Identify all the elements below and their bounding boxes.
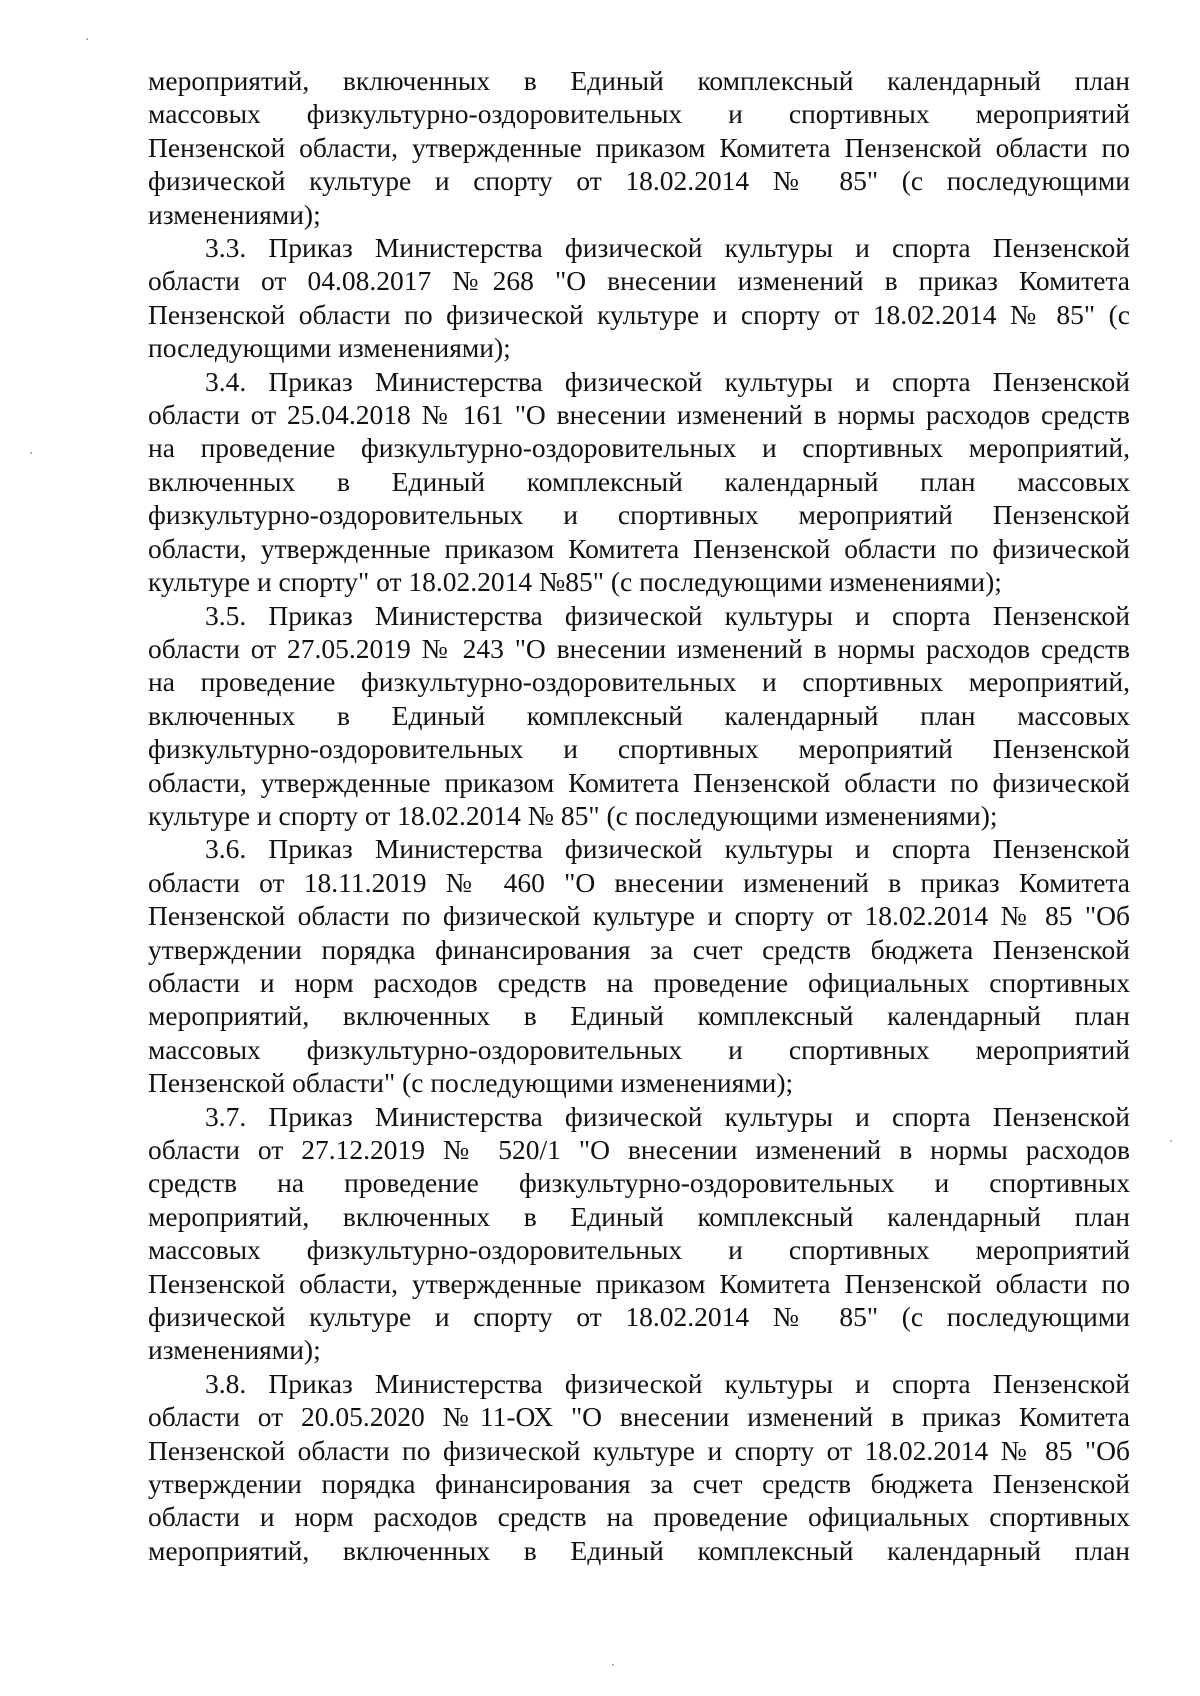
text-line: 3.4. Приказ Министерства физической культуры и спорта Пензенской — [205, 365, 1130, 397]
text-line: Пензенской области, утвержденные приказом Комитета Пензенской области по — [148, 1267, 1130, 1299]
text-line: Пензенской области" (с последующими изменениями); — [148, 1067, 794, 1099]
text-line: массовых физкультурно-оздоровительных и спортивных мероприятий — [148, 1033, 1130, 1065]
text-line: Пензенской области по физической культуре и спорту от 18.02.2014 № 85 "Об — [148, 900, 1130, 932]
text-line: области от 27.05.2019 № 243 "О внесении изменений в нормы расходов средств — [148, 632, 1130, 664]
text-line: области и норм расходов средств на проведение официальных спортивных — [148, 966, 1130, 998]
text-line: 3.6. Приказ Министерства физической культуры и спорта Пензенской — [205, 833, 1130, 865]
text-line: массовых физкультурно-оздоровительных и спортивных мероприятий — [148, 98, 1130, 130]
text-line: на проведение физкультурно-оздоровительных и спортивных мероприятий, — [148, 432, 1130, 464]
text-line: физкультурно-оздоровительных и спортивных мероприятий Пензенской — [148, 499, 1130, 531]
text-line: на проведение физкультурно-оздоровительных и спортивных мероприятий, — [148, 666, 1130, 698]
scan-speck — [30, 452, 32, 454]
text-line: последующими изменениями); — [148, 332, 511, 364]
text-line: включенных в Единый комплексный календарный план массовых — [148, 699, 1130, 731]
paragraph-3-7 — [148, 1100, 1130, 1367]
text-line: области от 20.05.2020 №11-ОХ "О внесении изменений в приказ Комитета — [148, 1401, 1130, 1433]
text-line: утверждении порядка финансирования за счет средств бюджета Пензенской — [148, 1468, 1130, 1500]
text-line: культуре и спорту от 18.02.2014 № 85" (с последующими изменениями); — [148, 799, 998, 831]
scan-speck — [86, 38, 88, 40]
paragraph-3-6 — [148, 832, 1130, 1099]
text-line: 3.7. Приказ Министерства физической культуры и спорта Пензенской — [205, 1100, 1130, 1132]
text-line: мероприятий, включенных в Единый комплексный календарный план — [148, 65, 1130, 96]
text-line: области, утвержденные приказом Комитета Пензенской области по физической — [148, 532, 1130, 564]
text-line: мероприятий, включенных в Единый комплексный календарный план — [148, 1000, 1130, 1032]
document-body — [148, 64, 1130, 1567]
text-line: физической культуре и спорту от 18.02.2014 № 85" (с последующими — [148, 165, 1130, 197]
text-line: области от 25.04.2018 № 161 "О внесении изменений в нормы расходов средств — [148, 399, 1130, 431]
text-line: 3.3. Приказ Министерства физической культуры и спорта Пензенской — [205, 232, 1130, 264]
text-line: физкультурно-оздоровительных и спортивных мероприятий Пензенской — [148, 733, 1130, 765]
text-line: области и норм расходов средств на проведение официальных спортивных — [148, 1501, 1130, 1533]
text-line: области от 04.08.2017 №268 "О внесении изменений в приказ Комитета — [148, 265, 1130, 297]
text-line: области от 18.11.2019 № 460 "О внесении изменений в приказ Комитета — [148, 866, 1130, 898]
text-line: утверждении порядка финансирования за счет средств бюджета Пензенской — [148, 933, 1130, 965]
paragraph-3-4 — [148, 365, 1130, 599]
text-line: физической культуре и спорту от 18.02.2014 № 85" (с последующими — [148, 1301, 1130, 1333]
scan-speck — [1170, 1140, 1172, 1142]
text-line: области от 27.12.2019 № 520/1 "О внесении изменений в нормы расходов — [148, 1134, 1130, 1165]
text-line: области, утвержденные приказом Комитета Пензенской области по физической — [148, 766, 1130, 798]
paragraph-3-3 — [148, 231, 1130, 365]
paragraph-3-5 — [148, 599, 1130, 833]
text-line: Пензенской области, утвержденные приказом Комитета Пензенской области по — [148, 131, 1130, 163]
text-line: изменениями); — [148, 198, 321, 230]
text-line: массовых физкультурно-оздоровительных и спортивных мероприятий — [148, 1234, 1130, 1266]
text-line: мероприятий, включенных в Единый комплексный календарный план — [148, 1534, 1130, 1566]
text-line: Пензенской области по физической культуре и спорту от 18.02.2014 № 85 "Об — [148, 1434, 1130, 1466]
text-line: мероприятий, включенных в Единый комплексный календарный план — [148, 1200, 1130, 1232]
text-line: 3.8. Приказ Министерства физической культуры и спорта Пензенской — [205, 1367, 1130, 1399]
text-line: включенных в Единый комплексный календарный план массовых — [148, 465, 1130, 497]
text-line: культуре и спорту" от 18.02.2014 №85" (с последующими изменениями); — [148, 566, 1002, 598]
scan-speck — [612, 1664, 614, 1666]
paragraph-3-8 — [148, 1367, 1130, 1567]
text-line: 3.5. Приказ Министерства физической культуры и спорта Пензенской — [205, 599, 1130, 631]
text-line: Пензенской области по физической культуре и спорту от 18.02.2014 № 85" (с — [148, 298, 1130, 330]
paragraph-continuation — [148, 64, 1130, 231]
text-line: изменениями); — [148, 1334, 321, 1366]
text-line: средств на проведение физкультурно-оздоровительных и спортивных — [148, 1167, 1130, 1199]
